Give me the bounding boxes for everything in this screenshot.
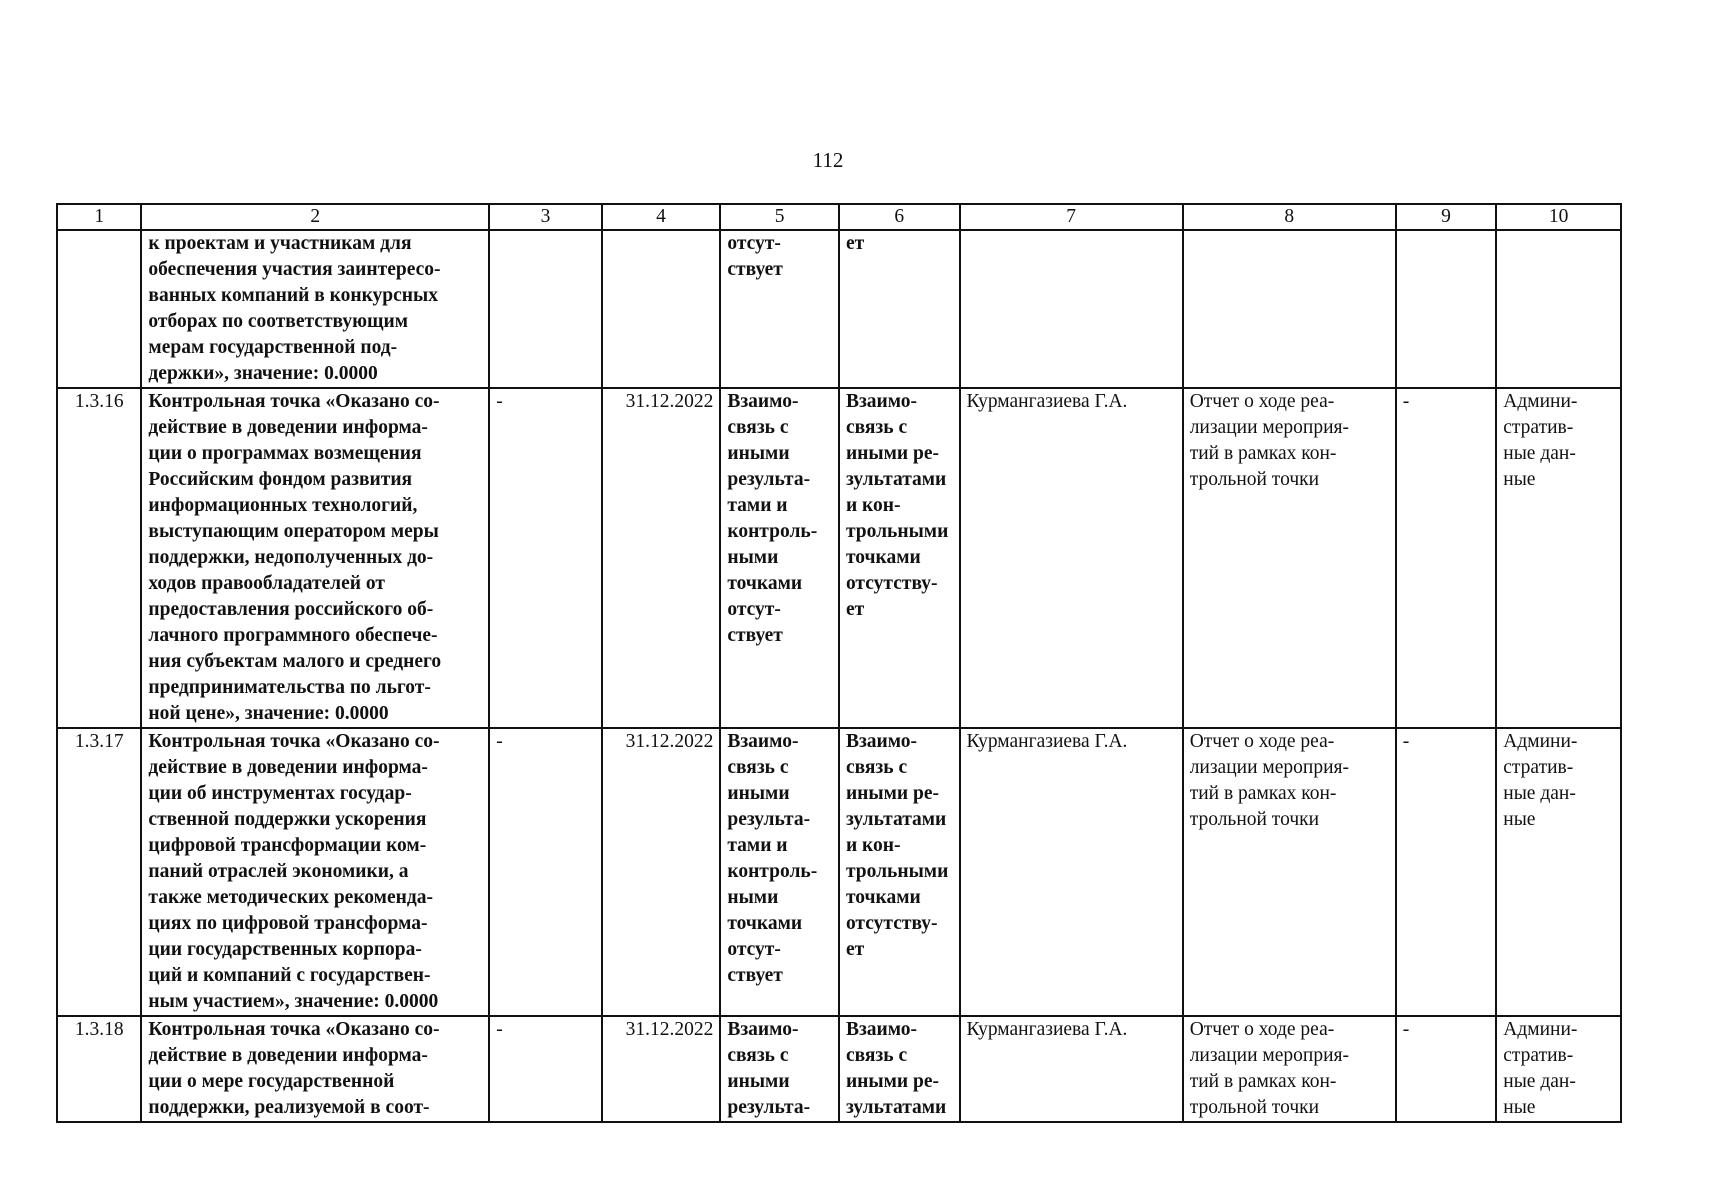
row-link-results: Взаимо- связь с иными результа- [720, 1016, 839, 1122]
row-link-points: ет [839, 230, 960, 388]
row-report: Отчет о ходе реа- лизации мероприя- тий в рамках кон- трольной точки [1183, 388, 1396, 728]
row-source [1496, 230, 1621, 388]
row-date: 31.12.2022 [602, 388, 721, 728]
column-header: 9 [1396, 204, 1497, 230]
row-responsible [960, 230, 1183, 388]
row-col9: - [1396, 1016, 1497, 1122]
column-header: 10 [1496, 204, 1621, 230]
row-date [602, 230, 721, 388]
row-responsible: Курмангазиева Г.А. [960, 388, 1183, 728]
row-number [57, 230, 141, 388]
row-date: 31.12.2022 [602, 1016, 721, 1122]
row-report: Отчет о ходе реа- лизации мероприя- тий в рамках кон- трольной точки [1183, 1016, 1396, 1122]
row-number: 1.3.18 [57, 1016, 141, 1122]
row-date: 31.12.2022 [602, 728, 721, 1016]
row-responsible: Курмангазиева Г.А. [960, 728, 1183, 1016]
row-link-points: Взаимо- связь с иными ре- зультатами и кон- трольными точками отсутству- ет [839, 728, 960, 1016]
row-source: Админи- стратив- ные дан- ные [1496, 728, 1621, 1016]
table-row [57, 1016, 1621, 1122]
row-link-results: Взаимо- связь с иными результа- тами и контроль- ными точками отсут- ствует [720, 388, 839, 728]
column-header: 4 [602, 204, 721, 230]
row-description: Контрольная точка «Оказано со- действие в доведении информа- ции об инструментах государ- ственной поддержки ускорения цифровой трансформации ком- паний отраслей экономики, а также методических рекоменда- циях по цифровой трансформа- ции государственных корпора- ций и компаний с государствен- ным участием», значение: 0.0000 [141, 728, 489, 1016]
column-header: 1 [57, 204, 141, 230]
row-description: Контрольная точка «Оказано со- действие в доведении информа- ции о мере государственной поддержки, реализуемой в соот- [141, 1016, 489, 1122]
row-description: Контрольная точка «Оказано со- действие в доведении информа- ции о программах возмещения Российским фондом развития информационных технологий, выступающим оператором меры поддержки, недополученных до- ходов правообладателей от предоставления российского об- лачного программного обеспече- ния субъектам малого и среднего предпринимательства по льгот- ной цене», значение: 0.0000 [141, 388, 489, 728]
header-row [57, 204, 1621, 230]
column-header: 8 [1183, 204, 1396, 230]
row-description: к проектам и участникам для обеспечения участия заинтересо- ванных компаний в конкурсных отборах по соответствующим мерам государственной под- держки», значение: 0.0000 [141, 230, 489, 388]
table-row [57, 230, 1621, 388]
plan-table [56, 203, 1622, 1123]
table-row [57, 728, 1621, 1016]
table-row [57, 388, 1621, 728]
row-source: Админи- стратив- ные дан- ные [1496, 388, 1621, 728]
row-col9 [1396, 230, 1497, 388]
column-header: 3 [489, 204, 602, 230]
row-link-results: Взаимо- связь с иными результа- тами и контроль- ными точками отсут- ствует [720, 728, 839, 1016]
row-col3: - [489, 388, 602, 728]
row-col9: - [1396, 388, 1497, 728]
row-col3: - [489, 1016, 602, 1122]
row-col3 [489, 230, 602, 388]
row-link-results: отсут- ствует [720, 230, 839, 388]
column-header: 5 [720, 204, 839, 230]
column-header: 6 [839, 204, 960, 230]
row-number: 1.3.16 [57, 388, 141, 728]
row-link-points: Взаимо- связь с иными ре- зультатами [839, 1016, 960, 1122]
column-header: 7 [960, 204, 1183, 230]
row-col9: - [1396, 728, 1497, 1016]
row-link-points: Взаимо- связь с иными ре- зультатами и кон- трольными точками отсутству- ет [839, 388, 960, 728]
row-source: Админи- стратив- ные дан- ные [1496, 1016, 1621, 1122]
row-report [1183, 230, 1396, 388]
page-number: 112 [812, 148, 844, 172]
row-report: Отчет о ходе реа- лизации мероприя- тий в рамках кон- трольной точки [1183, 728, 1396, 1016]
row-responsible: Курмангазиева Г.А. [960, 1016, 1183, 1122]
row-col3: - [489, 728, 602, 1016]
row-number: 1.3.17 [57, 728, 141, 1016]
column-header: 2 [141, 204, 489, 230]
